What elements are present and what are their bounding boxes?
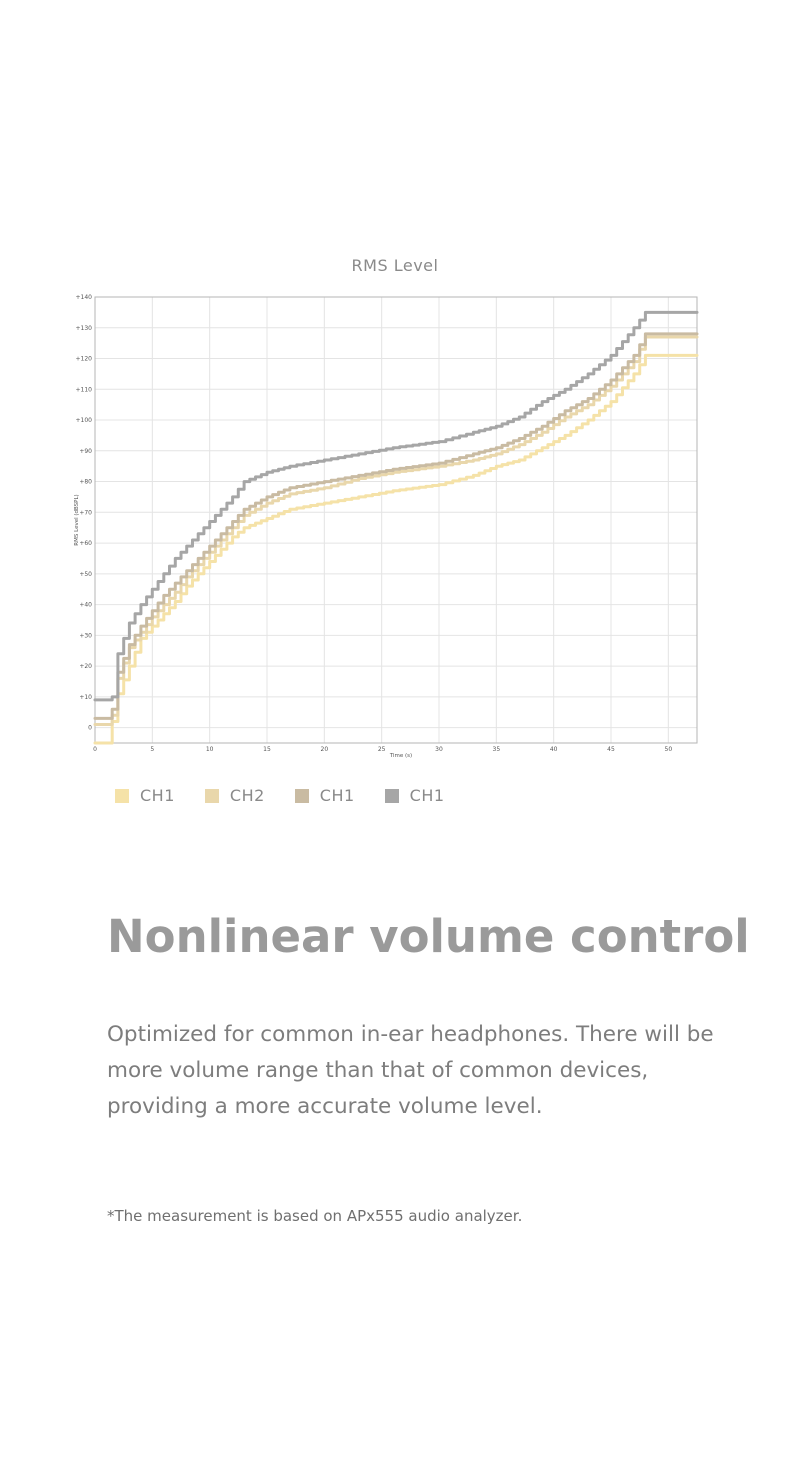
y-tick-label: +100 [75, 417, 92, 425]
legend-swatch-icon [295, 789, 309, 803]
chart-title: RMS Level [351, 256, 439, 275]
y-tick-label: +50 [79, 570, 92, 578]
y-tick-label: +120 [75, 355, 92, 363]
y-tick-label: +20 [79, 663, 92, 671]
y-tick-label: +10 [79, 693, 92, 701]
y-tick-label: +90 [79, 447, 92, 455]
y-tick-label: +30 [79, 632, 92, 640]
x-tick-label: 40 [549, 746, 558, 753]
x-tick-label: 35 [492, 746, 501, 753]
page-headline: Nonlinear volume control [107, 910, 750, 963]
y-axis-label: RMS Level (dBSPL) [74, 494, 80, 546]
x-tick-label: 10 [205, 746, 214, 753]
x-tick-label: 15 [263, 746, 271, 753]
y-tick-label: +40 [79, 601, 92, 609]
legend-item [295, 786, 355, 805]
description-text: Optimized for common in-ear headphones. There will be more volume range than that of common devices, providing a more accurate volume level. [107, 1022, 714, 1119]
legend-label: CH1 [140, 786, 175, 805]
x-tick-label: 5 [150, 746, 155, 753]
y-tick-label: 0 [88, 724, 92, 732]
rms-level-chart [0, 280, 790, 780]
x-axis-label: Time (s) [389, 753, 413, 759]
chart-legend [115, 786, 475, 805]
legend-item [115, 786, 175, 805]
footnote-text: *The measurement is based on APx555 audio analyzer. [107, 1207, 523, 1225]
y-tick-label: +140 [75, 294, 92, 301]
legend-swatch-icon [115, 789, 129, 803]
legend-swatch-icon [205, 789, 219, 803]
x-tick-label: 25 [377, 746, 386, 753]
x-tick-label: 45 [607, 746, 615, 753]
y-tick-label: +130 [75, 324, 92, 332]
legend-item [385, 786, 445, 805]
legend-item [205, 786, 265, 805]
y-tick-label: +60 [79, 540, 92, 548]
x-tick-label: 20 [320, 746, 329, 753]
y-tick-label: +80 [79, 478, 92, 486]
legend-swatch-icon [385, 789, 399, 803]
legend-label: CH1 [319, 786, 355, 805]
x-tick-label: 50 [664, 746, 673, 753]
y-tick-label: +70 [79, 509, 92, 517]
legend-label: CH1 [409, 786, 445, 805]
y-tick-label: +110 [75, 386, 92, 394]
x-tick-label: 0 [93, 746, 97, 753]
legend-label: CH2 [229, 786, 265, 805]
x-tick-label: 30 [435, 746, 443, 753]
